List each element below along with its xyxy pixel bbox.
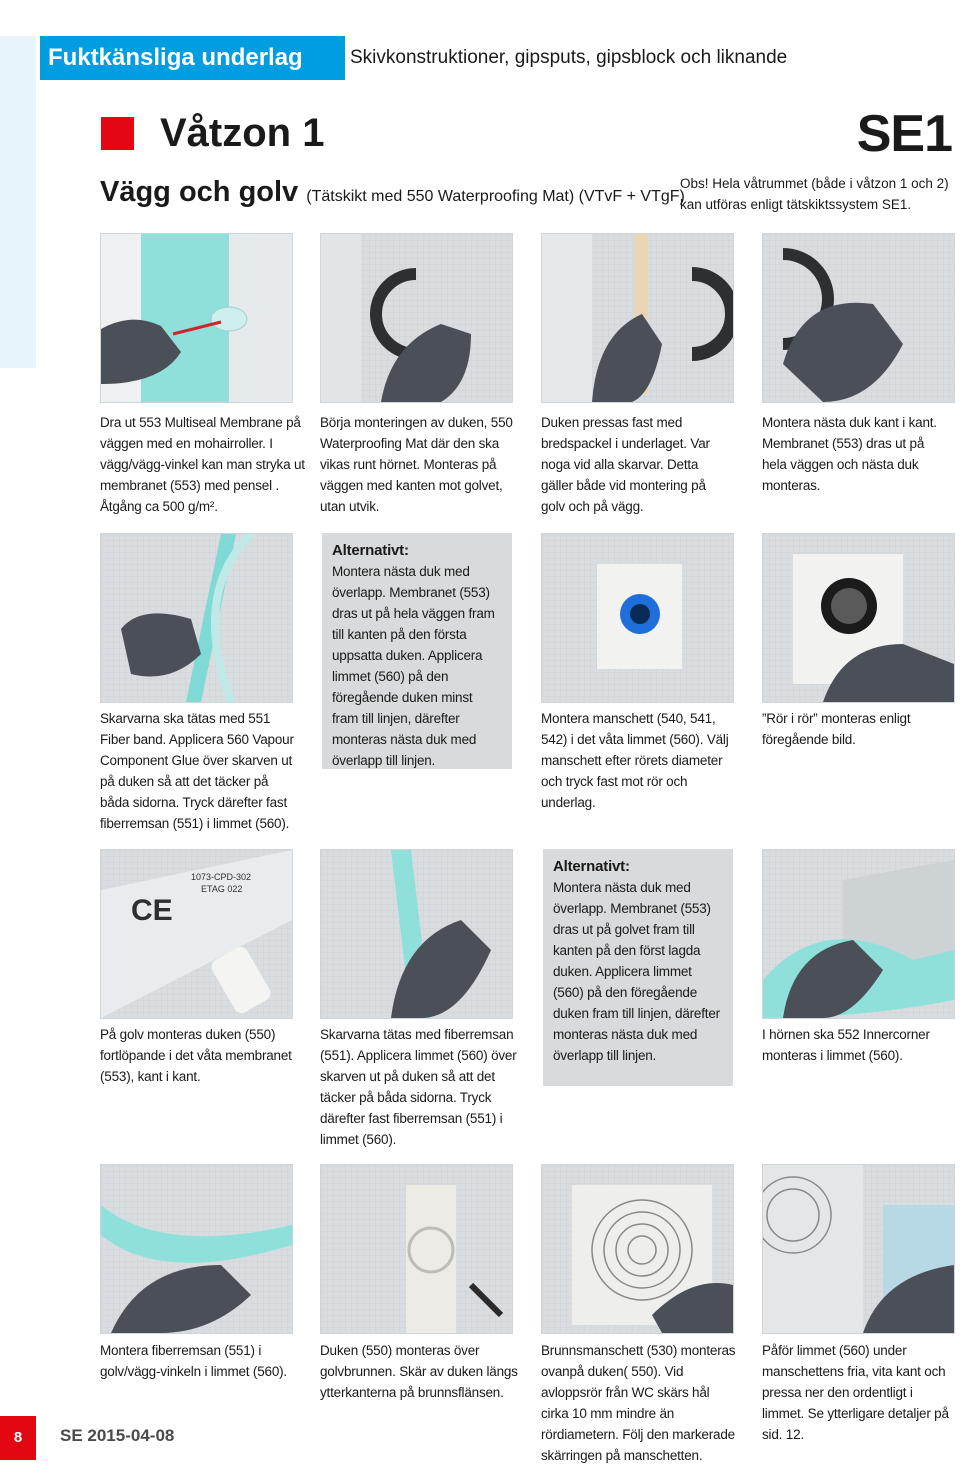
photo-mat-corner xyxy=(320,233,513,403)
zone-marker-square xyxy=(101,117,134,150)
step-caption-11: Montera fiberremsan (551) i golv/vägg-vinkeln i limmet (560). xyxy=(100,1343,287,1379)
alternative-box-2 xyxy=(543,849,733,1086)
photo-inner-corner xyxy=(762,849,955,1019)
section-heading-main: Vägg och golv xyxy=(100,176,299,208)
step-caption-9: Skarvarna tätas med fiberremsan (551). Applicera limmet (560) över skarven ut på duken så att det täcker på båda sidorna. Tryck därefter fast fiberremsan (551) i limmet (560). xyxy=(320,1027,517,1147)
step-caption-12: Duken (550) monteras över golvbrunnen. Skär av duken längs ytterkanterna på brunnsflänsen. xyxy=(320,1343,518,1400)
photo-floor-drain xyxy=(320,1164,513,1334)
photo-pipe-in-pipe xyxy=(762,533,955,703)
photo-drain-collar xyxy=(541,1164,734,1334)
photo-next-mat xyxy=(762,233,955,403)
cpd-label: 1073-CPD-302 xyxy=(191,872,252,882)
step-caption-13: Brunnsmanschett (530) monteras ovanpå duken( 550). Vid avloppsrör från WC skärs hål cirka 10 mm mindre än rördiametern. Följ den markerade skärringen på manschetten. xyxy=(541,1343,736,1463)
alternative-text-1: Montera nästa duk med överlapp. Membranet (553) dras ut på hela väggen fram till kanten på den första uppsatta duken. Applicera limmet (560) på den föregående duken minst fram till linjen, därefter monteras nästa duk med överlapp till linjen. xyxy=(332,564,495,768)
step-caption-4: Montera nästa duk kant i kant. Membranet (553) dras ut på hela väggen och nästa duk monteras. xyxy=(762,415,937,493)
step-caption-10: I hörnen ska 552 Innercorner monteras i limmet (560). xyxy=(762,1027,930,1063)
alternative-title-2: Alternativt: xyxy=(553,858,630,875)
step-caption-6: Montera manschett (540, 541, 542) i det våta limmet (560). Välj manschett efter rörets diameter och tryck fast mot rör och underlag. xyxy=(541,711,729,810)
category-subtitle: Skivkonstruktioner, gipsputs, gipsblock och liknande xyxy=(350,47,788,68)
alternative-title-1: Alternativt: xyxy=(332,542,409,559)
obs-note: Obs! Hela våtrummet (både i våtzon 1 och 2) kan utföras enligt tätskiktssystem SE1. xyxy=(680,176,949,212)
section-heading-sub: (Tätskikt med 550 Waterproofing Mat) (VTvF + VTgF) xyxy=(306,188,685,205)
step-caption-2: Börja monteringen av duken, 550 Waterproofing Mat där den ska vikas runt hörnet. Monteras på väggen med kanten mot golvet, utan utvik. xyxy=(320,415,513,514)
zone-title: Våtzon 1 xyxy=(160,111,325,155)
alternative-box-1 xyxy=(322,533,512,769)
brand-side-bar xyxy=(0,36,36,368)
step-caption-14: Påför limmet (560) under manschettens fria, vita kant och pressa ner den ordentligt i limmet. Se ytterligare detaljer på sid. 12. xyxy=(762,1343,949,1442)
footer-date: SE 2015-04-08 xyxy=(60,1426,175,1445)
category-title: Fuktkänsliga underlag xyxy=(40,36,345,80)
photo-fiber-band xyxy=(100,533,293,703)
photo-seams-sealed xyxy=(320,849,513,1019)
photo-floor-wall-angle xyxy=(100,1164,293,1334)
photo-floor-mat xyxy=(100,849,293,1019)
system-code: SE1 xyxy=(856,105,952,163)
step-caption-5: Skarvarna ska tätas med 551 Fiber band. Applicera 560 Vapour Component Glue över skarven ut på duken så att det täcker på båda sidorna. Tryck därefter fast fiberremsan (551) i limmet (560). xyxy=(100,711,294,831)
step-caption-8: På golv monteras duken (550) fortlöpande i det våta membranet (553), kant i kant. xyxy=(100,1027,292,1084)
photo-collar-glue xyxy=(762,1164,955,1334)
ce-mark: CE xyxy=(131,894,173,927)
step-caption-7: ”Rör i rör” monteras enligt föregående bild. xyxy=(762,711,911,747)
section-heading xyxy=(100,172,685,217)
etag-label: ETAG 022 xyxy=(201,884,243,894)
alternative-text-2: Montera nästa duk med överlapp. Membranet (553) dras ut på golvet fram till kanten på den först lagda duken. Applicera limmet (560) på den föregående duken fram till linjen, därefter monteras nästa duk med överlapp till linjen. xyxy=(553,880,720,1063)
page-number: 8 xyxy=(0,1416,36,1460)
step-caption-1: Dra ut 553 Multiseal Membrane på väggen med en mohairroller. I vägg/vägg-vinkel kan man stryka ut membranet (553) med pensel . Åtgång ca 500 g/m². xyxy=(100,415,305,514)
step-caption-3: Duken pressas fast med bredspackel i underlaget. Var noga vid alla skarvar. Detta gäller både vid montering på golv och på vägg. xyxy=(541,415,710,514)
photo-pipe-collar xyxy=(541,533,734,703)
photo-spackle-press xyxy=(541,233,734,403)
photo-roller-membrane xyxy=(100,233,293,403)
